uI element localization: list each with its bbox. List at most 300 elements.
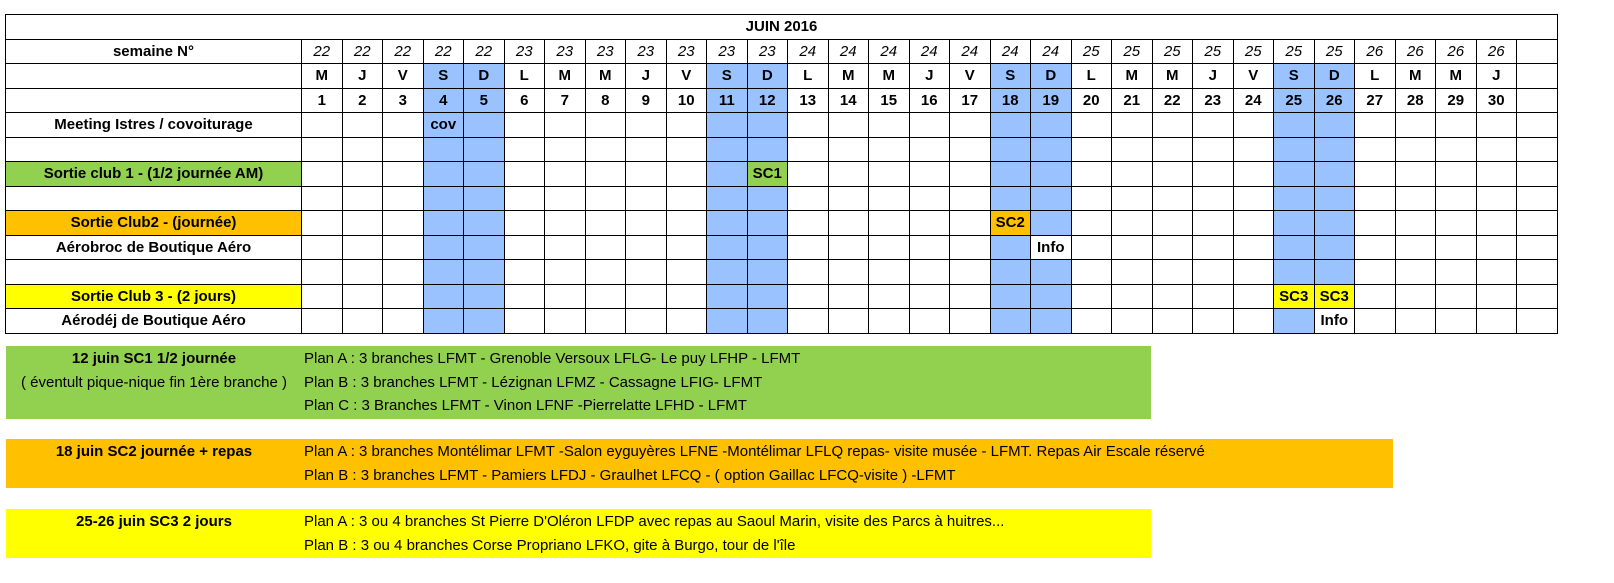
day-cell [990, 309, 1031, 334]
day-cell [342, 137, 383, 162]
event-mark: Info [1031, 235, 1072, 260]
weekday-letter: V [950, 64, 991, 89]
day-cell [302, 137, 343, 162]
event-label: Sortie Club2 - (journée) [6, 211, 302, 236]
event-row [6, 309, 1558, 334]
day-cell [1476, 211, 1517, 236]
event-label [6, 137, 302, 162]
day-number: 18 [990, 88, 1031, 113]
day-cell [585, 260, 626, 285]
day-cell [990, 137, 1031, 162]
day-cell [423, 284, 464, 309]
event-row [6, 235, 1558, 260]
day-cell [666, 260, 707, 285]
weekday-letter: D [747, 64, 788, 89]
day-cell [504, 235, 545, 260]
day-number: 16 [909, 88, 950, 113]
day-number: 3 [383, 88, 424, 113]
day-cell [626, 113, 667, 138]
day-cell [909, 137, 950, 162]
day-number: 12 [747, 88, 788, 113]
day-cell [1395, 113, 1436, 138]
day-cell [1436, 186, 1477, 211]
day-cell [990, 162, 1031, 187]
weekday-letter: D [1314, 64, 1355, 89]
day-number: 23 [1193, 88, 1234, 113]
day-cell [1112, 137, 1153, 162]
day-cell [383, 211, 424, 236]
week-number: 25 [1112, 39, 1153, 64]
empty-cell [1517, 186, 1558, 211]
day-number: 4 [423, 88, 464, 113]
day-cell [302, 162, 343, 187]
day-cell [1395, 137, 1436, 162]
day-cell [1476, 113, 1517, 138]
day-cell [909, 284, 950, 309]
day-cell [1395, 284, 1436, 309]
plan-line: Plan C : 3 Branches LFMT - Vinon LFNF -Pierrelatte LFHD - LFMT [304, 397, 747, 414]
day-cell [1233, 186, 1274, 211]
event-row [6, 162, 1558, 187]
day-cell [302, 186, 343, 211]
day-number: 24 [1233, 88, 1274, 113]
day-cell [464, 137, 505, 162]
day-cell [1152, 186, 1193, 211]
day-cell [585, 309, 626, 334]
day-cell [666, 235, 707, 260]
event-row [6, 284, 1558, 309]
day-cell [869, 211, 910, 236]
day-cell [1395, 162, 1436, 187]
weekday-letter: M [1112, 64, 1153, 89]
day-cell [869, 186, 910, 211]
day-cell [950, 162, 991, 187]
day-cell [464, 113, 505, 138]
day-cell [1395, 260, 1436, 285]
day-cell [990, 113, 1031, 138]
day-cell [1436, 113, 1477, 138]
day-cell [1193, 186, 1234, 211]
day-cell [1152, 309, 1193, 334]
day-cell [1031, 186, 1072, 211]
day-cell [788, 235, 829, 260]
day-cell [990, 260, 1031, 285]
day-cell [585, 137, 626, 162]
weekday-row [6, 64, 1558, 89]
event-label: Aérodéj de Boutique Aéro [6, 309, 302, 334]
week-number-row [6, 39, 1558, 64]
day-cell [504, 162, 545, 187]
day-cell [1395, 235, 1436, 260]
day-cell [707, 211, 748, 236]
day-cell [1152, 260, 1193, 285]
weekday-letter: L [1355, 64, 1396, 89]
day-cell [1314, 260, 1355, 285]
day-cell [1031, 260, 1072, 285]
day-cell [302, 113, 343, 138]
day-cell [909, 162, 950, 187]
day-cell [788, 137, 829, 162]
day-cell [545, 137, 586, 162]
day-cell [828, 260, 869, 285]
week-number: 24 [828, 39, 869, 64]
day-number: 28 [1395, 88, 1436, 113]
day-cell [1071, 162, 1112, 187]
event-row [6, 186, 1558, 211]
plan-line: Plan B : 3 ou 4 branches Corse Propriano LFKO, gite à Burgo, tour de l'île [304, 536, 796, 554]
empty-cell [1517, 235, 1558, 260]
plan-line: Plan B : 3 branches LFMT - Lézignan LFMZ - Cassagne LFIG- LFMT [304, 373, 763, 391]
week-number: 25 [1233, 39, 1274, 64]
day-cell [1476, 137, 1517, 162]
event-mark: SC3 [1314, 284, 1355, 309]
week-number: 25 [1193, 39, 1234, 64]
day-cell [1314, 186, 1355, 211]
day-cell [1193, 235, 1234, 260]
plan-subheading: ( éventult pique-nique fin 1ère branche ) [20, 373, 287, 391]
day-cell [1112, 309, 1153, 334]
day-cell [828, 162, 869, 187]
day-cell [1476, 260, 1517, 285]
day-cell [1314, 137, 1355, 162]
day-cell [342, 284, 383, 309]
event-label: Aérobroc de Boutique Aéro [6, 235, 302, 260]
day-cell [990, 284, 1031, 309]
day-cell [707, 162, 748, 187]
day-cell [950, 211, 991, 236]
day-cell [747, 235, 788, 260]
day-cell [747, 284, 788, 309]
day-cell [707, 113, 748, 138]
plan-heading: 18 juin SC2 journée + repas [55, 443, 253, 460]
week-number: 22 [464, 39, 505, 64]
day-cell [585, 186, 626, 211]
weekday-letter: J [1476, 64, 1517, 89]
day-cell [342, 113, 383, 138]
empty-cell [1517, 39, 1558, 64]
week-number: 25 [1314, 39, 1355, 64]
day-cell [423, 309, 464, 334]
day-cell [707, 309, 748, 334]
day-number: 8 [585, 88, 626, 113]
day-cell [464, 162, 505, 187]
day-cell [1355, 186, 1396, 211]
day-cell [545, 186, 586, 211]
day-cell [1071, 284, 1112, 309]
day-cell [828, 211, 869, 236]
day-number: 9 [626, 88, 667, 113]
day-cell [1436, 162, 1477, 187]
week-number: 23 [666, 39, 707, 64]
day-cell [1436, 235, 1477, 260]
event-label [6, 260, 302, 285]
day-number: 21 [1112, 88, 1153, 113]
day-cell [990, 235, 1031, 260]
day-cell [342, 260, 383, 285]
event-label [6, 186, 302, 211]
day-cell [504, 309, 545, 334]
day-cell [1436, 260, 1477, 285]
empty-cell [1517, 88, 1558, 113]
week-number: 25 [1274, 39, 1315, 64]
day-number: 13 [788, 88, 829, 113]
day-cell [950, 309, 991, 334]
day-cell [869, 113, 910, 138]
empty-cell [1517, 113, 1558, 138]
day-cell [1112, 235, 1153, 260]
weekday-letter: S [1274, 64, 1315, 89]
day-cell [585, 162, 626, 187]
day-cell [464, 284, 505, 309]
day-cell [1071, 137, 1112, 162]
day-cell [909, 211, 950, 236]
day-cell [909, 113, 950, 138]
week-number: 23 [504, 39, 545, 64]
day-number: 20 [1071, 88, 1112, 113]
weekday-letter: V [383, 64, 424, 89]
plan-block [6, 346, 1151, 419]
day-cell [1071, 113, 1112, 138]
day-cell [950, 113, 991, 138]
day-cell [1233, 211, 1274, 236]
day-cell [1031, 137, 1072, 162]
day-cell [950, 186, 991, 211]
day-number: 29 [1436, 88, 1477, 113]
day-cell [747, 309, 788, 334]
week-number: 26 [1355, 39, 1396, 64]
day-cell [626, 137, 667, 162]
event-mark: Info [1314, 309, 1355, 334]
day-number: 30 [1476, 88, 1517, 113]
day-cell [828, 284, 869, 309]
calendar-title: JUIN 2016 [6, 15, 1558, 40]
day-cell [869, 309, 910, 334]
event-row [6, 260, 1558, 285]
day-cell [1355, 284, 1396, 309]
day-cell [666, 137, 707, 162]
day-cell [1152, 162, 1193, 187]
week-number: 26 [1436, 39, 1477, 64]
day-cell [1395, 211, 1436, 236]
day-cell [1274, 211, 1315, 236]
day-cell [626, 162, 667, 187]
day-cell [383, 162, 424, 187]
day-cell [383, 113, 424, 138]
day-cell [585, 113, 626, 138]
day-cell [1355, 113, 1396, 138]
empty-cell [1517, 309, 1558, 334]
week-number: 23 [747, 39, 788, 64]
day-cell [383, 260, 424, 285]
day-cell [1355, 260, 1396, 285]
empty-cell [6, 64, 302, 89]
day-cell [1436, 137, 1477, 162]
day-cell [423, 162, 464, 187]
empty-cell [1517, 211, 1558, 236]
day-cell [869, 162, 910, 187]
day-cell [869, 235, 910, 260]
day-cell [747, 186, 788, 211]
day-cell [626, 309, 667, 334]
week-number: 23 [626, 39, 667, 64]
day-cell [302, 309, 343, 334]
weekday-letter: D [1031, 64, 1072, 89]
weekday-letter: M [1436, 64, 1477, 89]
empty-cell [6, 88, 302, 113]
day-cell [1112, 162, 1153, 187]
empty-cell [1517, 162, 1558, 187]
day-cell [707, 284, 748, 309]
week-number: 23 [707, 39, 748, 64]
day-cell [342, 235, 383, 260]
day-cell [1071, 186, 1112, 211]
plan-lines [304, 347, 800, 418]
day-cell [1193, 211, 1234, 236]
day-cell [1193, 113, 1234, 138]
day-cell [1233, 284, 1274, 309]
day-cell [1112, 284, 1153, 309]
weekday-letter: M [869, 64, 910, 89]
day-number: 26 [1314, 88, 1355, 113]
weekday-letter: J [1193, 64, 1234, 89]
weekday-letter: S [707, 64, 748, 89]
week-label: semaine N° [6, 39, 302, 64]
event-label: Sortie club 1 - (1/2 journée AM) [6, 162, 302, 187]
day-cell [423, 260, 464, 285]
day-cell [423, 186, 464, 211]
day-cell [666, 186, 707, 211]
weekday-letter: S [990, 64, 1031, 89]
plan-lines [304, 440, 1205, 487]
weekday-letter: M [1395, 64, 1436, 89]
day-number: 1 [302, 88, 343, 113]
day-cell [1233, 137, 1274, 162]
day-cell [626, 284, 667, 309]
weekday-letter: L [504, 64, 545, 89]
day-cell [464, 211, 505, 236]
day-cell [1031, 211, 1072, 236]
day-cell [585, 211, 626, 236]
week-number: 22 [342, 39, 383, 64]
empty-cell [1517, 284, 1558, 309]
day-cell [1112, 186, 1153, 211]
day-cell [788, 284, 829, 309]
weekday-letter: M [302, 64, 343, 89]
day-cell [1112, 113, 1153, 138]
day-number-row [6, 88, 1558, 113]
day-cell [828, 113, 869, 138]
day-cell [1395, 309, 1436, 334]
day-cell [707, 260, 748, 285]
day-cell [545, 235, 586, 260]
day-cell [545, 284, 586, 309]
day-cell [504, 260, 545, 285]
day-cell [1274, 309, 1315, 334]
day-cell [504, 113, 545, 138]
day-cell [1193, 284, 1234, 309]
week-number: 24 [869, 39, 910, 64]
day-cell [504, 137, 545, 162]
day-cell [342, 162, 383, 187]
day-cell [1355, 137, 1396, 162]
plan-heading: 25-26 juin SC3 2 jours [76, 513, 232, 530]
day-cell [666, 284, 707, 309]
day-cell [1274, 113, 1315, 138]
day-cell [1112, 260, 1153, 285]
day-cell [869, 284, 910, 309]
day-cell [747, 211, 788, 236]
day-cell [788, 186, 829, 211]
event-label: Meeting Istres / covoiturage [6, 113, 302, 138]
day-cell [1436, 211, 1477, 236]
day-cell [950, 260, 991, 285]
plan-heading-group [6, 440, 302, 464]
day-cell [302, 284, 343, 309]
week-number: 24 [1031, 39, 1072, 64]
plan-lines [304, 510, 1004, 557]
day-cell [1112, 211, 1153, 236]
day-cell [950, 235, 991, 260]
day-cell [626, 235, 667, 260]
day-cell [585, 235, 626, 260]
day-cell [828, 186, 869, 211]
day-number: 22 [1152, 88, 1193, 113]
day-cell [1152, 235, 1193, 260]
day-cell [383, 186, 424, 211]
weekday-letter: D [464, 64, 505, 89]
day-cell [666, 113, 707, 138]
day-cell [464, 235, 505, 260]
day-cell [1031, 162, 1072, 187]
day-cell [707, 137, 748, 162]
day-cell [1071, 235, 1112, 260]
day-cell [1031, 113, 1072, 138]
plan-line: Plan A : 3 branches LFMT - Grenoble Versoux LFLG- Le puy LFHP - LFMT [304, 350, 801, 367]
day-cell [950, 284, 991, 309]
day-number: 27 [1355, 88, 1396, 113]
day-cell [423, 137, 464, 162]
day-cell [828, 137, 869, 162]
plan-block [6, 439, 1393, 488]
week-number: 23 [545, 39, 586, 64]
event-row [6, 137, 1558, 162]
day-cell [1193, 137, 1234, 162]
day-cell [1355, 211, 1396, 236]
day-cell [707, 186, 748, 211]
day-cell [1193, 162, 1234, 187]
day-cell [545, 113, 586, 138]
day-cell [788, 260, 829, 285]
day-cell [1233, 260, 1274, 285]
day-cell [1152, 284, 1193, 309]
day-cell [1355, 235, 1396, 260]
day-cell [1031, 284, 1072, 309]
day-cell [1476, 162, 1517, 187]
day-cell [545, 162, 586, 187]
event-label: Sortie Club 3 - (2 jours) [6, 284, 302, 309]
day-cell [1233, 162, 1274, 187]
day-cell [869, 137, 910, 162]
day-cell [1071, 309, 1112, 334]
day-cell [1436, 284, 1477, 309]
day-cell [383, 137, 424, 162]
day-cell [1314, 162, 1355, 187]
day-number: 11 [707, 88, 748, 113]
weekday-letter: V [1233, 64, 1274, 89]
day-cell [909, 186, 950, 211]
week-number: 25 [1071, 39, 1112, 64]
event-mark: cov [423, 113, 464, 138]
